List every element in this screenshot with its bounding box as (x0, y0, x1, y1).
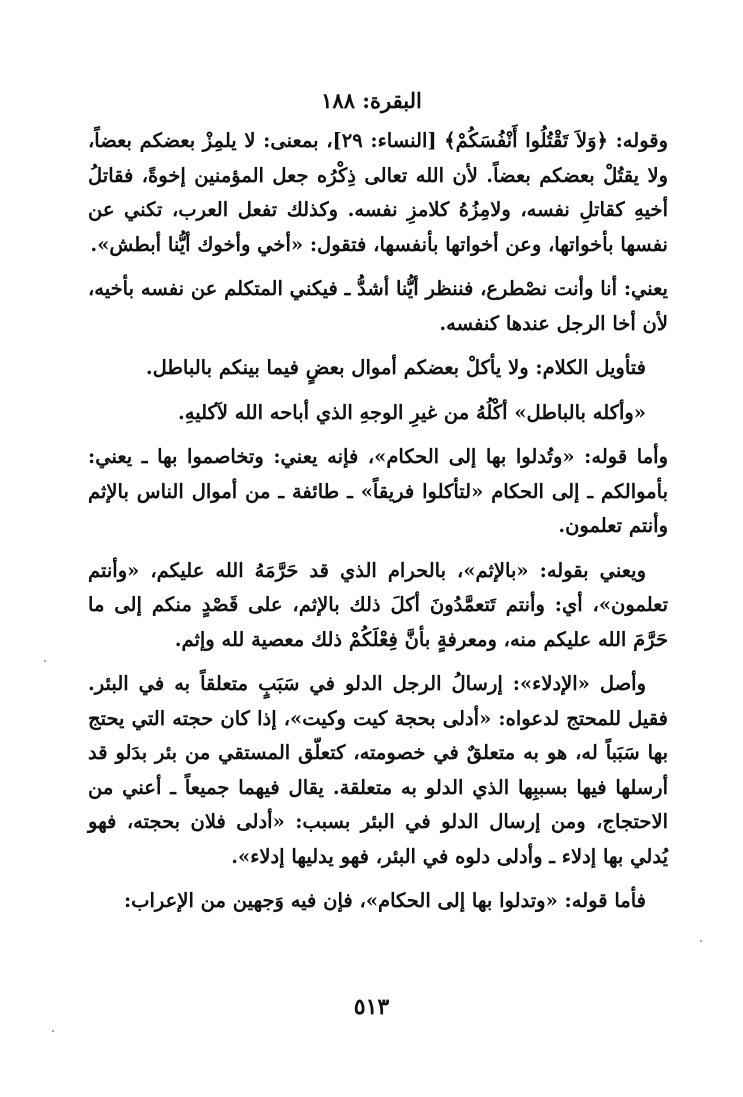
scan-speck (52, 1030, 54, 1032)
scan-speck (700, 940, 702, 942)
paragraph-7: وأصل «الإدلاء»: إرسالُ الرجل الدلو في سَبَبٍ متعلقاً به في البئر. فقيل للمحتج لدعواه: «أدلى بحجة كيت وكيت»، إذا كان حجته التي يحتج بها سَبَباً له، هو به متعلقٌ في خصومته، كتعلّق المستقي من بئر بدَلو قد أرسلها فيها بسببِها الذي الدلو به متعلقة. يقال فيهما جميعاً ـ أعني من الاحتجاج، ومن إرسال الدلو في البئر بسبب: «أدلى فلان بحجته، فهو يُدلي بها إدلاء ـ وأدلى دلوه في البئر، فهو يدليها إدلاء». (88, 672, 668, 868)
main-text (88, 124, 668, 929)
page-number: ٥١٣ (353, 994, 390, 1020)
paragraph-3: فتأويل الكلام: ولا يأكلْ بعضكم أموال بعضٍ فيما بينكم بالباطل. (145, 356, 646, 379)
paragraph-1: وقوله: ﴿وَلاَ تَقْتُلُوا أَنْفُسَكُمْ﴾ [النساء: ٢٩]، بمعنى: لا يلمِزْ بعضكم بعضاً، ولا يقتُلْ بعضكم بعضاً. لأن الله تعالى ذِكْرُه جعل المؤمنين إخوةً، فقاتلُ أخيهِ كقاتلِ نفسه، ولامِزُهُ كلامزِ نفسه. وكذلك تفعل العرب، تكني عن نفسها بأخواتها، وعن أخواتها بأنفسها، فتقول: «أخي وأخوك أيُّنا أبطش». (88, 129, 669, 256)
scan-speck (44, 660, 46, 662)
paragraph-6: ويعني بقوله: «بالإثم»، بالحرام الذي قد حَرَّمَهُ الله عليكم، «وأنتم تعلمون»، أي: وأنتم تَتعمَّدُونَ أكلَ ذلك بالإثم، على قَصْدٍ منكم إلى ما حَرَّمَ الله عليكم منه، ومعرفةٍ بأنَّ فِعْلَكُمْ ذلك معصية لله وإثم. (88, 558, 668, 651)
paragraph-2: يعني: أنا وأنت نصْطرع، فننظر أيُّنا أشدُّ ـ فيكني المتكلم عن نفسه بأخيه، لأن أخا الرجل عندها كنفسه. (88, 277, 668, 335)
paragraph-5: وأما قوله: «وتُدلوا بها إلى الحكام»، فإنه يعني: وتخاصموا بها ـ يعني: بأموالكم ـ إلى الحكام «لتأكلوا فريقاً» ـ طائفة ـ من أموال الناس بالإثم وأنتم تعلمون. (88, 445, 668, 537)
paragraph-4: «وأكله بالباطل» أكْلُهُ من غيرِ الوجهِ الذي أباحه الله لآكليهِ. (177, 400, 646, 424)
running-header: البقرة: ١٨٨ (321, 88, 422, 113)
paragraph-8: فأما قوله: «وتدلوا بها إلى الحكام»، فإن فيه وَجهين من الإعراب: (123, 889, 646, 912)
